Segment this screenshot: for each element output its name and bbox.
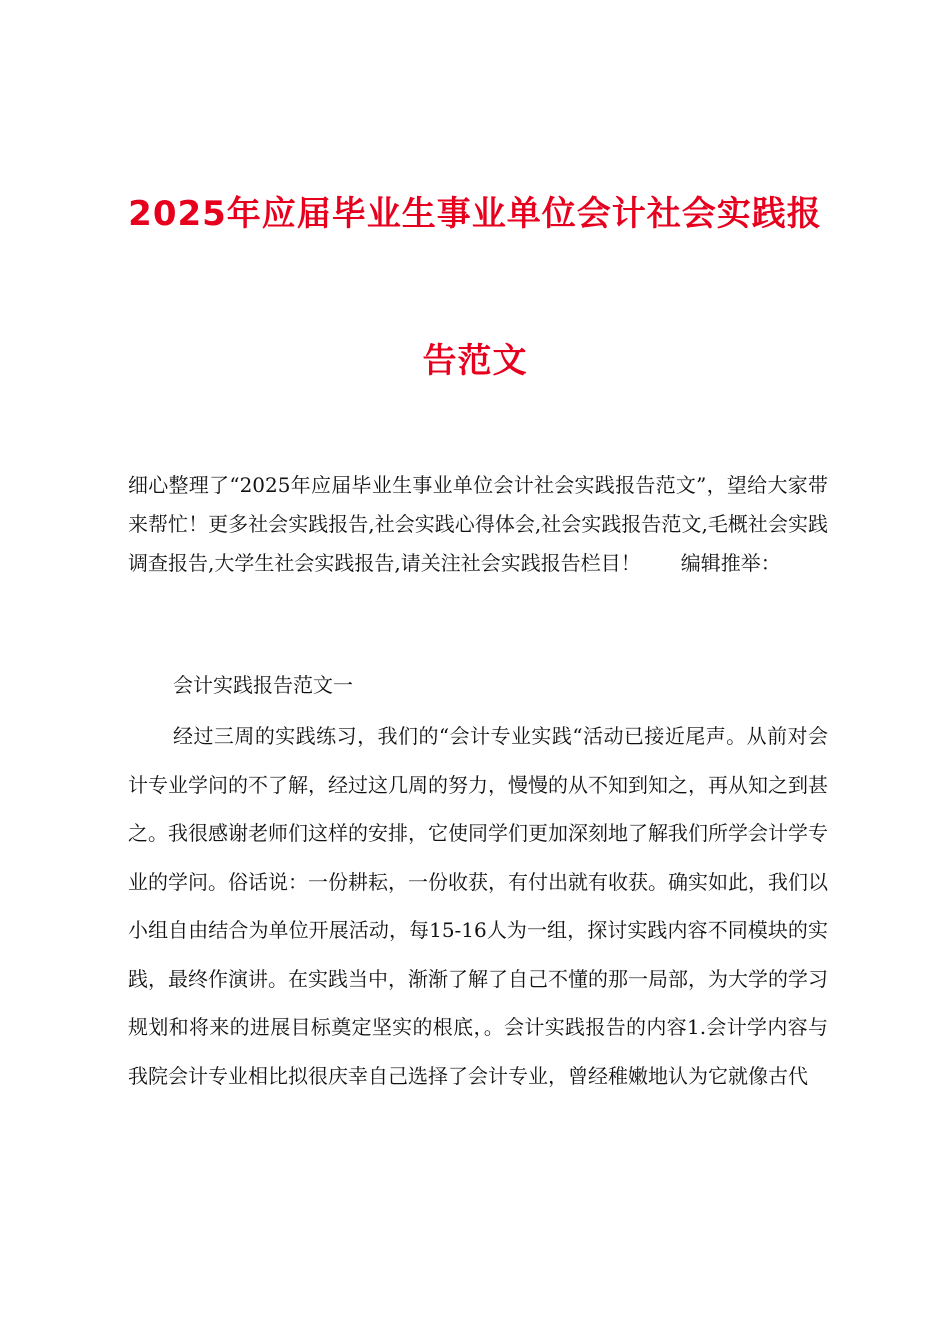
document-title-line-2: 告范文	[422, 341, 528, 381]
intro-paragraph: 细心整理了“2025年应届毕业生事业单位会计社会实践报告范文”，望给大家带来帮忙！更多社会实践报告,社会实践心得体会,社会实践报告范文,毛概社会实践调查报告,大学生社会实践报告,请关注社会实践报告栏目！ 编辑推举：	[128, 473, 828, 575]
section-heading: 会计实践报告范文一	[173, 673, 353, 697]
body-paragraph: 经过三周的实践练习，我们的“会计专业实践“活动已接近尾声。从前对会计专业学问的不了解，经过这几周的努力，慢慢的从不知到知之，再从知之到甚之。我很感谢老师们这样的安排，它使同学们更加深刻地了解我们所学会计学专业的学问。俗话说：一份耕耘，一份收获，有付出就有收获。确实如此，我们以小组自由结合为单位开展活动，每15-16人为一组，探讨实践内容不同模块的实践，最终作演讲。在实践当中，渐渐了解了自己不懂的那一局部，为大学的学习规划和将来的进展目标奠定坚实的根底，。会计实践报告的内容1.会计学内容与我院会计专业相比拟很庆幸自己选择了会计专业，曾经稚嫩地认为它就像古代	[128, 724, 828, 1088]
document-title-line-1: 2025年应届毕业生事业单位会计社会实践报	[128, 194, 822, 234]
